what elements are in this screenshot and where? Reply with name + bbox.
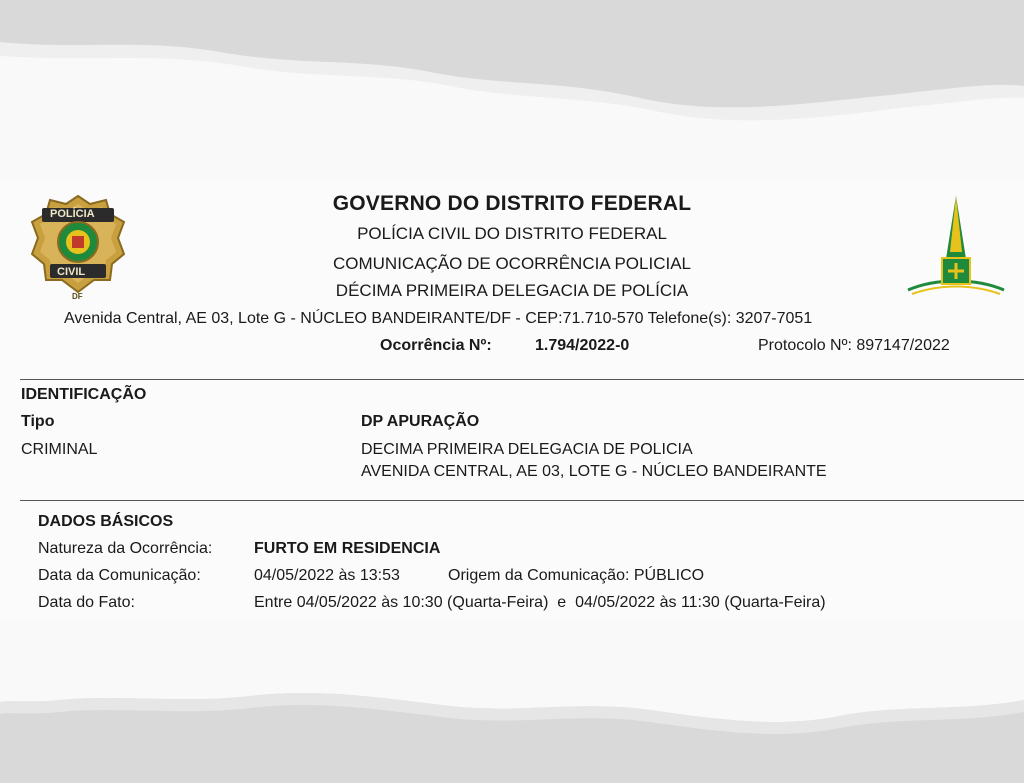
data-comunicacao-value: 04/05/2022 às 13:53 (254, 567, 400, 584)
header-address: Avenida Central, AE 03, Lote G - NÚCLEO BANDEIRANTE/DF - CEP:71.710-570 Telefone(s): 3207-7051 (64, 310, 813, 327)
occurrence-label: Ocorrência Nº: (380, 337, 492, 354)
header-divider (20, 379, 1024, 380)
badge-top-text: POLÍCIA (50, 208, 95, 220)
natureza-value: FURTO EM RESIDENCIA (254, 540, 441, 557)
dp-apuracao-line-1: DECIMA PRIMEIRA DELEGACIA DE POLICIA (361, 441, 693, 458)
data-fato-value: Entre 04/05/2022 às 10:30 (Quarta-Feira) e 04/05/2022 às 11:30 (Quarta-Feira) (254, 594, 826, 611)
badge-small-text: DF (72, 292, 83, 301)
dp-apuracao-label: DP APURAÇÃO (361, 413, 480, 430)
header-line-2: COMUNICAÇÃO DE OCORRÊNCIA POLICIAL (332, 254, 691, 273)
police-report-document (0, 180, 1024, 620)
tipo-value: CRIMINAL (21, 441, 98, 458)
dp-apuracao-line-2: AVENIDA CENTRAL, AE 03, LOTE G - NÚCLEO BANDEIRANTE (361, 463, 827, 480)
protocol-number: Protocolo Nº: 897147/2022 (758, 337, 950, 354)
tipo-label: Tipo (21, 413, 55, 430)
data-comunicacao-label: Data da Comunicação: (38, 567, 201, 584)
origem-comunicacao: Origem da Comunicação: PÚBLICO (448, 567, 705, 584)
badge-bottom-text: CIVIL (57, 266, 86, 278)
natureza-label: Natureza da Ocorrência: (38, 540, 213, 557)
occurrence-number: 1.794/2022-0 (535, 337, 630, 354)
dados-basicos-heading: DADOS BÁSICOS (38, 513, 174, 530)
section-divider (20, 500, 1024, 501)
header-line-3: DÉCIMA PRIMEIRA DELEGACIA DE POLÍCIA (335, 281, 689, 300)
header-title: GOVERNO DO DISTRITO FEDERAL (332, 192, 692, 215)
identificacao-heading: IDENTIFICAÇÃO (21, 386, 147, 403)
header-line-1: POLÍCIA CIVIL DO DISTRITO FEDERAL (357, 224, 667, 243)
data-fato-label: Data do Fato: (38, 594, 135, 611)
